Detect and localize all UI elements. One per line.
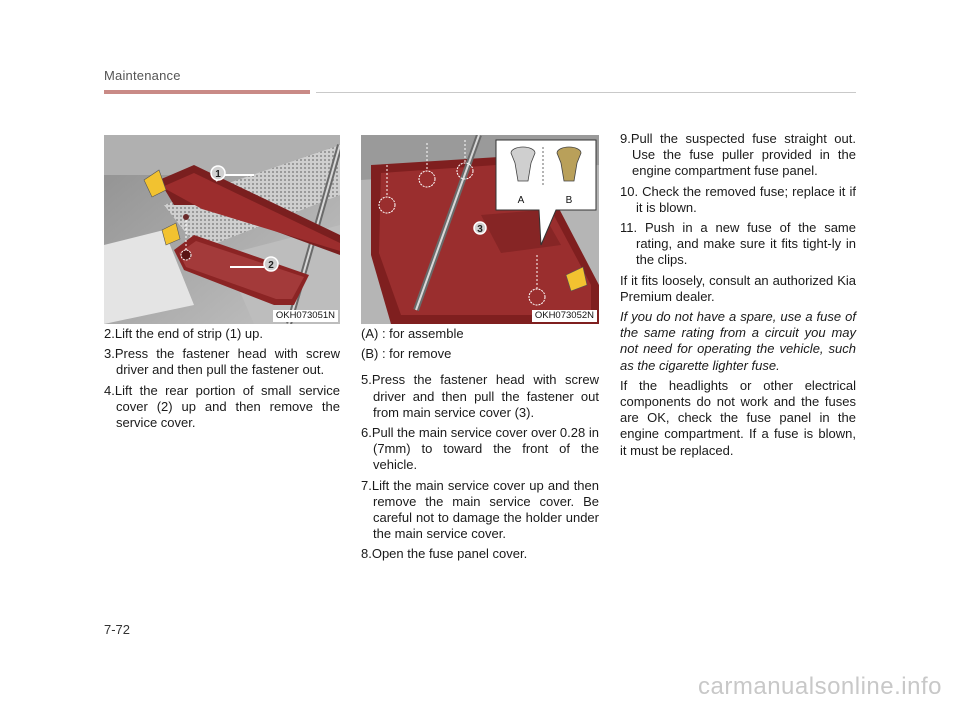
engine-bay-illustration-left: [104, 135, 340, 324]
right-column-text: [620, 131, 856, 463]
para-spare-fuse-note: If you do not have a spare, use a fuse of the same rating from a circuit you may not need for operating the vehicle, such as the cigarette lighter fuse.: [620, 309, 856, 373]
figure-small-service-cover: [104, 135, 340, 324]
step-8: 8.Open the fuse panel cover.: [361, 546, 528, 562]
step-9: 9.Pull the suspected fuse straight out. Use the fuse puller provided in the engine compartment fuse panel.: [620, 131, 856, 179]
callout-2-label: 2: [268, 260, 274, 271]
para-headlights: If the headlights or other electrical components do not work and the fuses are OK, check the fuse panel in the engine compartment. If a fuse is blown, it must be replaced.: [620, 377, 856, 458]
page-number: 7-72: [104, 622, 131, 637]
step-2: 2.Lift the end of strip (1) up.: [104, 326, 263, 341]
header-accent-rule: [104, 90, 310, 94]
inset-label-b: B: [565, 195, 573, 206]
watermark: carmanualsonline.info: [698, 673, 942, 700]
step-10: 10. Check the removed fuse; replace it if it is blown.: [620, 183, 856, 215]
section-title: Maintenance: [104, 68, 181, 83]
step-3: 3.Press the fastener head with screw driver and then pull the fastener out.: [104, 346, 340, 378]
middle-column-text: [361, 326, 599, 567]
step-5: 5.Press the fastener head with screw driver and then pull the fastener out from main service cover (3).: [361, 372, 599, 420]
step-6: 6.Pull the main service cover over 0.28 in (7mm) to toward the front of the vehicle.: [361, 425, 599, 473]
legend-a: (A) : for assemble: [361, 326, 464, 341]
inset-label-a: A: [517, 195, 525, 206]
step-11: 11. Push in a new fuse of the same rating, and make sure it fits tight-ly in the clips.: [620, 220, 856, 268]
step-4: 4.Lift the rear portion of small service cover (2) up and then remove the service cover.: [104, 382, 340, 431]
callout-1-label: 1: [215, 169, 221, 180]
legend-b: (B) : for remove: [361, 346, 452, 362]
header-divider: [316, 92, 856, 93]
figure-code: OKH073052N: [532, 310, 597, 322]
engine-bay-illustration-middle: [361, 135, 599, 324]
figure-code: OKH073051N: [273, 310, 338, 322]
left-column-text: [104, 326, 340, 435]
figure-main-service-cover: [361, 135, 599, 324]
para-loose-fit: If it fits loosely, consult an authorized Kia Premium dealer.: [620, 272, 856, 304]
step-7: 7.Lift the main service cover up and then remove the main service cover. Be careful not to damage the holder under the main service cover.: [361, 477, 599, 542]
callout-3-label: 3: [477, 224, 483, 235]
